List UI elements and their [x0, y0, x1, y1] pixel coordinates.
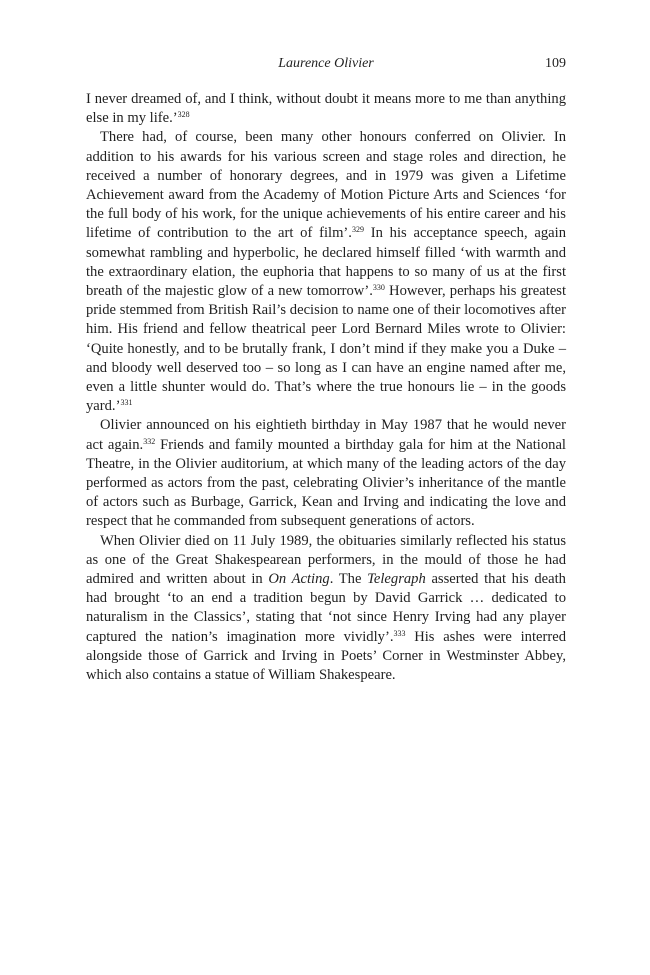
footnote-ref-330: 330 — [372, 283, 385, 293]
running-title: Laurence Olivier — [278, 56, 374, 71]
running-header — [86, 56, 566, 78]
newspaper-title-telegraph: Telegraph — [367, 571, 426, 588]
paragraph-text: His ashes were interred alongside those of Garrick and Irving in Poets’ Corner in Westminster Abbey, which also contains a statue of William Shakespeare. — [86, 628, 566, 684]
paragraph-text: However, perhaps his greatest pride stemmed from British Rail’s decision to name one of their locomotives after him. His friend and fellow theatrical peer Lord Bernard Miles wrote to Olivier: ‘Quite honestly, and to be brutally frank, I don’t mind if they make you a Duke – and bloody well deserved too – so long as I can have an engine named after me, even a little shunter would do. That’s where the true honours lie – in the goods yard.’ — [86, 283, 566, 415]
footnote-ref-328: 328 — [177, 110, 190, 120]
paragraph-text: There had, of course, been many other honours conferred on Olivier. In addition to his awards for his various screen and stage roles and direction, he received a number of honorary degrees, and in 1979 was given a Lifetime Achievement award from the Academy of Motion Picture Arts and Sciences ‘for the full body of his work, for the unique achievements of his entire career and his lifetime of contribution to the art of film’. — [86, 129, 566, 242]
book-title-on-acting: On Acting — [268, 571, 330, 588]
paragraph-1 — [86, 90, 566, 128]
book-page — [86, 56, 566, 685]
paragraph-text: I never dreamed of, and I think, without doubt it means more to me than anything else in my life.’ — [86, 91, 566, 127]
body-text — [86, 90, 566, 685]
paragraph-2 — [86, 128, 566, 416]
paragraph-text: Friends and family mounted a birthday gala for him at the National Theatre, in the Olivier auditorium, at which many of the leading actors of the day performed as actors from the past, celebrating Olivier’s inheritance of the mantle of actors such as Burbage, Garrick, Kean and Irving and indicating the love and respect that he commanded from subsequent generations of actors. — [86, 436, 566, 530]
footnote-ref-333: 333 — [393, 628, 406, 638]
paragraph-text: In his acceptance speech, again somewhat rambling and hyperbolic, he declared himself filled ‘with warmth and the extraordinary elation, the euphoria that happens to so many of us at the first breath of the majestic glow of a new tomorrow’. — [86, 225, 566, 300]
paragraph-text: When Olivier died on 11 July 1989, the obituaries similarly reflected his status as one of the Great Shakespearean performers, in the mould of those he had admired and written about in — [86, 532, 566, 588]
paragraph-4 — [86, 532, 566, 686]
footnote-ref-331: 331 — [120, 398, 133, 408]
page-number: 109 — [545, 56, 566, 71]
footnote-ref-332: 332 — [143, 436, 156, 446]
footnote-ref-329: 329 — [351, 225, 364, 235]
paragraph-text: asserted that his death had brought ‘to an end a tradition begun by David Garrick … dedicated to naturalism in the Classics’, stating that ‘not since Henry Irving had any player captured the nation’s imagination more vividly’. — [86, 571, 566, 645]
paragraph-text: Olivier announced on his eightieth birthday in May 1987 that he would never act again. — [86, 417, 566, 453]
paragraph-text: . The — [329, 571, 368, 588]
paragraph-3 — [86, 416, 566, 531]
